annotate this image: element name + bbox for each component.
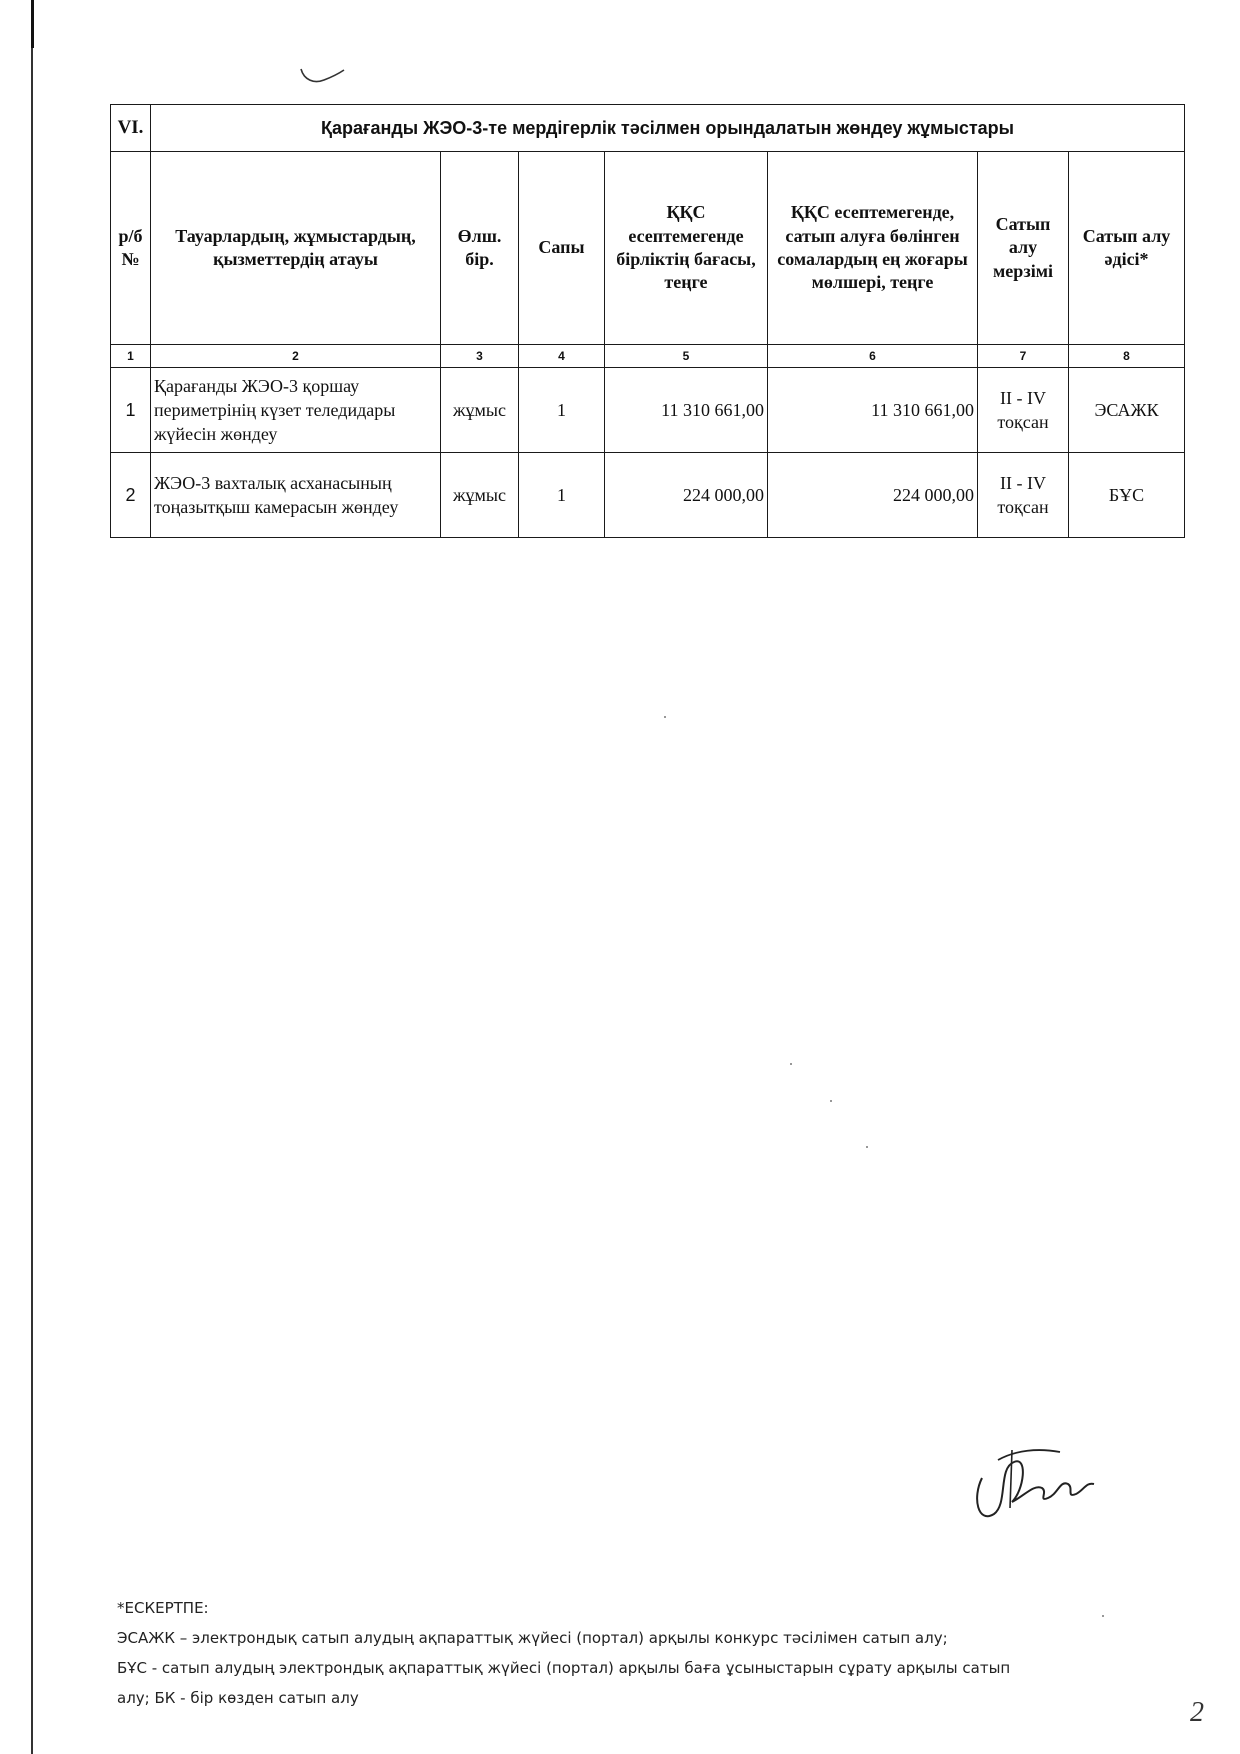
header-qty: Сапы [519, 152, 605, 345]
procurement-table [110, 104, 1185, 538]
item-period: II - IV тоқсан [978, 453, 1069, 538]
table-row [111, 368, 1185, 453]
scan-speck [790, 1063, 792, 1065]
footnote-line: БҰС - сатып алудың электрондық ақпараттық жүйесі (портал) арқылы баға ұсыныстарын сұрату арқылы сатып [117, 1659, 1011, 1677]
scan-speck [664, 716, 666, 718]
footnote-line: алу; БК - бір көзден сатып алу [117, 1689, 359, 1707]
item-qty: 1 [519, 453, 605, 538]
column-number: 8 [1069, 345, 1185, 368]
item-method: ЭСАЖК [1069, 368, 1185, 453]
header-sum: ҚҚС есептемегенде, сатып алуға бөлінген сомалардың ең жоғары мөлшері, теңге [768, 152, 978, 345]
page-number: 2 [1190, 1697, 1204, 1728]
item-unit: жұмыс [441, 453, 519, 538]
section-header-row [111, 105, 1185, 152]
column-number: 3 [441, 345, 519, 368]
item-price: 224 000,00 [605, 453, 768, 538]
scan-speck [866, 1146, 868, 1148]
header-name: Тауарлардың, жұмыстардың, қызметтердің атауы [151, 152, 441, 345]
row-number: 2 [111, 453, 151, 538]
column-number: 1 [111, 345, 151, 368]
header-method: Сатып алу әдісі* [1069, 152, 1185, 345]
header-period: Сатып алу мерзімі [978, 152, 1069, 345]
item-qty: 1 [519, 368, 605, 453]
pen-mark-icon [298, 66, 348, 88]
header-unit: Өлш. бір. [441, 152, 519, 345]
signature-icon [968, 1438, 1108, 1534]
item-price: 11 310 661,00 [605, 368, 768, 453]
footnote-heading: *ЕСКЕРТПЕ: [117, 1599, 209, 1617]
header-price: ҚҚС есептемегенде бірліктің бағасы, теңге [605, 152, 768, 345]
item-name: Қарағанды ЖЭО-3 қоршау периметрінің күзет теледидары жүйесін жөндеу [151, 368, 441, 453]
column-number-row [111, 345, 1185, 368]
column-header-row [111, 152, 1185, 345]
column-number: 4 [519, 345, 605, 368]
item-name: ЖЭО-3 вахталық асханасының тоңазытқыш камерасын жөндеу [151, 453, 441, 538]
scan-edge [31, 0, 33, 1754]
item-method: БҰС [1069, 453, 1185, 538]
column-number: 6 [768, 345, 978, 368]
header-no: р/б № [111, 152, 151, 345]
scan-speck [830, 1100, 832, 1102]
item-period: II - IV тоқсан [978, 368, 1069, 453]
column-number: 2 [151, 345, 441, 368]
item-sum: 224 000,00 [768, 453, 978, 538]
footnote-line: ЭСАЖК – электрондық сатып алудың ақпараттық жүйесі (портал) арқылы конкурс тәсілімен сатып алу; [117, 1629, 948, 1647]
column-number: 7 [978, 345, 1069, 368]
section-title: Қарағанды ЖЭО-3-те мердігерлік тәсілмен орындалатын жөндеу жұмыстары [151, 105, 1185, 152]
footnote [117, 1593, 1127, 1713]
column-number: 5 [605, 345, 768, 368]
item-unit: жұмыс [441, 368, 519, 453]
section-number: VI. [111, 105, 151, 152]
item-sum: 11 310 661,00 [768, 368, 978, 453]
row-number: 1 [111, 368, 151, 453]
table-row [111, 453, 1185, 538]
scan-edge-mark [31, 0, 34, 48]
